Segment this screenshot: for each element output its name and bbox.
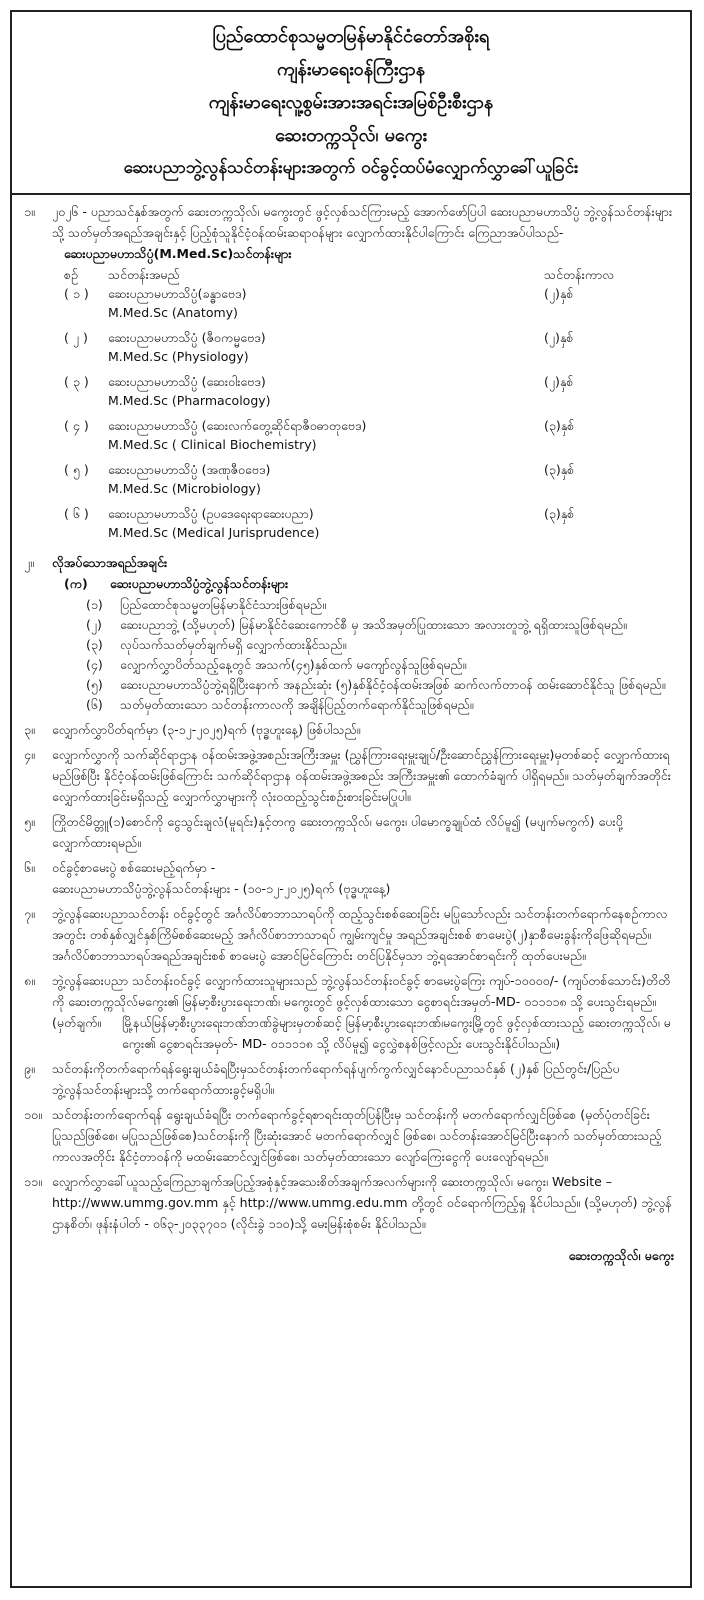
header-line-4: ဆေးတက္ကသိုလ်၊ မကွေး [275, 125, 427, 146]
section-9 [24, 1058, 680, 1100]
course-name: ဆေးပညာမဟာသိပ္ပံ (အဏုဇီဝဗေဒ) [108, 462, 271, 477]
requirement-text: ဆေးပညာမဟာသိပ္ပံဘွဲ့ရရှိပြီးနောက် အနည်းဆုံး (၅)နှစ်နိုင်ငံ့ဝန်ထမ်းအဖြစ် ဆက်လက်တာဝန် ထမ်းဆောင်နိုင်သူ ဖြစ်ရမည်။ [120, 677, 666, 692]
course-name-en: M.Med.Sc (Microbiology) [108, 481, 261, 496]
requirement-no: (၆) [86, 697, 103, 712]
section-7 [24, 903, 680, 966]
course-name-en: M.Med.Sc (Anatomy) [108, 305, 238, 320]
section-number: ၄။ [24, 747, 35, 762]
course-name: ဆေးပညာမဟာသိပ္ပံ (ဥပဒေရေးရာဆေးပညာ) [108, 506, 314, 521]
header-line-1: ပြည်ထောင်စုသမ္မတမြန်မာနိုင်ငံတော်အစိုးရ [212, 26, 490, 47]
section-text: ဘွဲ့လွန်ဆေးပညာ သင်တန်းဝင်ခွင့် လျှောက်ထားသူများသည် ဘွဲ့လွန်သင်တန်းဝင်ခွင့် စာမေးပွဲကြေး ကျပ်-၁၀၀၀၀/- (ကျပ်တစ်သောင်း)တိတိကို ဆေးတက္ကသိုလ်မကွေး၏ မြန်မာ့စီးပွားရေးဘဏ်၊ မကွေးတွင် ဖွင့်လှစ်ထားသော ငွေစာရင်းအမှတ်-MD- ၀၁၁၁၁၈ သို့ ပေးသွင်းရမည်။ [52, 973, 671, 1009]
announcement-frame [10, 10, 692, 1588]
exam-date-line: ဆေးပညာမဟာသိပ္ပံဘွဲ့လွန်သင်တန်းများ - (၁၀-၁၂-၂၀၂၅)ရက် (ဗုဒ္ဓဟူးနေ့) [52, 881, 391, 896]
section-number: ၃။ [24, 722, 35, 737]
requirement-no: (၄) [86, 657, 103, 672]
course-row [64, 416, 624, 435]
course-row [64, 372, 624, 391]
requirement-no: (၂) [86, 617, 102, 632]
requirement-no: (၃) [86, 637, 103, 652]
section-text: လျှောက်လွှာပိတ်ရက်မှာ (၃-၁၂-၂၀၂၅)ရက် (ဗုဒ္ဓဟူးနေ့) ဖြစ်ပါသည်။ [52, 722, 361, 737]
course-name: ဆေးပညာမဟာသိပ္ပံ (ဆေးဝါးဗေဒ) [108, 374, 266, 389]
section-10 [24, 1104, 680, 1167]
section-3 [24, 719, 680, 740]
course-no: ( ၄ ) [64, 418, 89, 433]
section-4 [24, 744, 680, 807]
course-no: ( ၃ ) [64, 374, 89, 389]
section-body [52, 857, 680, 899]
section-number: ၁၁။ [24, 1174, 42, 1189]
course-no: ( ၂ ) [64, 330, 88, 345]
note-label: (မှတ်ချက်။ [52, 1015, 102, 1030]
course-row [64, 328, 624, 347]
requirement-item [86, 675, 680, 695]
course-table [64, 265, 624, 548]
requirement-item [86, 615, 680, 635]
col-no: စဉ် [64, 267, 78, 282]
course-row-en [64, 391, 624, 416]
note-text: မြို့နယ်မြန်မာ့စီးပွားရေးဘဏ်ဘဏ်ခွဲများမှတစ်ဆင့် မြန်မာ့စီးပွားရေးဘဏ်၊မကွေးမြို့တွင် ဖွင့်လှစ်ထားသည့် ဆေးတက္ကသိုလ်၊ မကွေး၏ ငွေစာရင်းအမှတ်- MD- ၀၁၁၁၁၈ သို့ လိပ်မူ၍ ငွေလွှဲစနစ်ဖြင့်လည်း ပေးသွင်းနိုင်ပါသည်။) [122, 1015, 671, 1051]
requirement-text: သတ်မှတ်ထားသော သင်တန်းကာလကို အချိန်ပြည့်တက်ရောက်နိုင်သူဖြစ်ရမည်။ [120, 697, 474, 712]
course-row [64, 504, 624, 523]
section-number: ၅။ [24, 814, 35, 829]
announcement-header [12, 14, 690, 195]
header-line-2: ကျန်းမာရေးဝန်ကြီးဌာန [276, 59, 426, 80]
section-text: သင်တန်းကိုတက်ရောက်ရန်ရွေးချယ်ခံရပြီးမှသင်တန်းတက်ရောက်ရန်ပျက်ကွက်လျှင်နောင်ပညာသင်နှစ် (၂)နှစ် ပြည်တွင်း/ပြည်ပ ဘွဲ့လွန်သင်တန်းများသို့ တက်ရောက်ထားခွင့်မရှိပါ။ [52, 1061, 620, 1097]
course-duration: (၂)နှစ် [544, 330, 574, 345]
section-number: ၁။ [24, 204, 35, 219]
section-number: ၂။ [24, 555, 34, 570]
section-text: ၂၀၂၆ - ပညာသင်နှစ်အတွက် ဆေးတက္ကသိုလ်၊ မကွေးတွင် ဖွင့်လှစ်သင်ကြားမည့် အောက်ဖော်ပြပါ ဆေးပညာမဟာသိပ္ပံ ဘွဲ့လွန်သင်တန်းများသို့ သတ်မှတ်အရည်အချင်းနှင့် ပြည့်စုံသူနိုင်ငံ့ဝန်ထမ်းဆရာဝန်များ လျှောက်ထားနိုင်ပါကြောင်း ကြေညာအပ်ပါသည်- [52, 204, 673, 240]
section-2 [24, 552, 680, 573]
course-row-en [64, 347, 624, 372]
section-text: လျှောက်လွှာခေါ်ယူသည့်ကြေညာချက်အပြည့်အစုံနှင့်အသေးစိတ်အချက်အလက်များကို ဆေးတက္ကသိုလ်၊ မကွေး၊ Website – http://www.ummg.gov.mm နှင့် http://www.ummg.edu.mm တို့တွင် ဝင်ရောက်ကြည့်ရှု နိုင်ပါသည်။ (သို့မဟုတ်) ဘွဲ့လွန်ဌာနစိတ်၊ ဖုန်းနံပါတ် - ၀၆၃-၂၀၃၃၇၀၁ (လိုင်းခွဲ ၁၁၀)သို့ မေးမြန်းစုံစမ်း နိုင်ပါသည်။ [52, 1174, 672, 1231]
course-name: ဆေးပညာမဟာသိပ္ပံ (ဇီဝကမ္မဗေဒ) [108, 330, 266, 345]
section-text: ဝင်ခွင့်စာမေးပွဲ စစ်ဆေးမည့်ရက်မှာ - [52, 860, 216, 875]
course-table-title: ဆေးပညာမဟာသိပ္ပံ(M.Med.Sc)သင်တန်းများ [64, 246, 292, 261]
note [52, 1012, 680, 1054]
course-row-en [64, 303, 624, 328]
requirement-no: (၅) [86, 677, 103, 692]
requirement-text: ပြည်ထောင်စုသမ္မတမြန်မာနိုင်ငံသားဖြစ်ရမည်။ [120, 597, 326, 612]
course-duration: (၃)နှစ် [544, 462, 575, 477]
section-1 [24, 201, 680, 243]
section-text: ဘွဲ့လွန်ဆေးပညာသင်တန်း ဝင်ခွင့်တွင် အင်္ဂလိပ်စာဘာသာရပ်ကို ထည့်သွင်းစစ်ဆေးခြင်း မပြုသော်လည်း သင်တန်းတက်ရောက်နေစဉ်ကာလအတွင်း တစ်နှစ်လျှင်နှစ်ကြိမ်စစ်ဆေးမည့် အင်္ဂလိပ်စာဘာသာရပ် ကျွမ်းကျင်မှု အရည်အချင်းစစ် စာမေးပွဲ(၂)နှာစီမေးခွန်းကိုဖြေဆိုရမည်။ အင်္ဂလိပ်စာဘာသာရပ်အရည်အချင်းစစ် စာမေးပွဲ အောင်မြင်ကြောင်း တင်ပြနိုင်မှသာ ဘွဲ့ရအောင်စာရင်းကို ထုတ်ပေးမည်။ [52, 906, 668, 963]
course-no: ( ၁ ) [64, 286, 89, 301]
course-no: ( ၆ ) [64, 506, 89, 521]
course-row [64, 284, 624, 303]
course-name: ဆေးပညာမဟာသိပ္ပံ (ဆေးလက်တွေ့ဆိုင်ရာဇီဝဓာတုဗေဒ) [108, 418, 367, 433]
course-row-en [64, 479, 624, 504]
requirement-item [86, 595, 680, 615]
course-name-en: M.Med.Sc ( Clinical Biochemistry) [108, 437, 317, 452]
col-duration: သင်တန်းကာလ [544, 267, 614, 282]
course-row-en [64, 435, 624, 460]
course-duration: (၂)နှစ် [544, 374, 574, 389]
section-text: ကြိုတင်မိတ္တူ(၁)စောင်ကို ငွေသွင်းချလံ(မူရင်း)နှင့်တကွ ဆေးတက္ကသိုလ်၊ မကွေး၊ ပါမောက္ခချုပ်ထံ လိပ်မူ၍ (မပျက်မကွက်) ပေးပို့လျှောက်ထားရမည်။ [52, 814, 623, 850]
section-5 [24, 811, 680, 853]
section-number: ၇။ [24, 906, 35, 921]
signature: ဆေးတက္ကသိုလ်၊ မကွေး [568, 1248, 674, 1263]
section-text: သင်တန်းတက်ရောက်ရန် ရွေးချယ်ခံရပြီး တက်ရောက်ခွင့်ရစာရင်းထုတ်ပြန်ပြီးမှ သင်တန်းကို မတက်ရောက်လျှင်ဖြစ်စေ (မှတ်ပုံတင်ခြင်းပြုသည်ဖြစ်စေ၊ မပြုသည်ဖြစ်စေ)သင်တန်းကို ပြီးဆုံးအောင် မတက်ရောက်လျှင် ဖြစ်စေ၊ သင်တန်းအောင်မြင်ပြီးနောက် သတ်မှတ်ထားသည့်ကာလအတိုင်း နိုင်ငံ့တာဝန်ကို မထမ်းဆောင်လျှင်ဖြစ်စေ၊ သတ်မှတ်ထားသော လျော်ကြေးငွေကို ပေးလျော်ရမည်။ [52, 1107, 662, 1164]
section-11 [24, 1171, 680, 1234]
course-duration: (၂)နှစ် [544, 286, 574, 301]
course-duration: (၃)နှစ် [544, 506, 575, 521]
section-number: ၁၀။ [24, 1107, 42, 1122]
requirement-item [86, 655, 680, 675]
course-table-header [64, 265, 624, 284]
section-number: ၉။ [24, 1061, 35, 1076]
section-6 [24, 857, 680, 899]
course-name-en: M.Med.Sc (Medical Jurisprudence) [108, 525, 320, 540]
requirement-item [86, 695, 680, 715]
announcement-title: ဆေးပညာဘွဲ့လွန်သင်တန်းများအတွက် ဝင်ခွင့်ထပ်မံလျှောက်လွှာခေါ်ယူခြင်း [123, 158, 579, 178]
course-duration: (၃)နှစ် [544, 418, 575, 433]
requirements-subhead [64, 573, 680, 595]
requirement-text: လျှောက်လွှာပိတ်သည့်နေ့တွင် အသက်(၄၅)နှစ်ထက် မကျော်လွန်သူဖြစ်ရမည်။ [120, 657, 467, 672]
section-title: လိုအပ်သောအရည်အချင်း [52, 555, 168, 570]
sub-label: (က) [64, 576, 88, 591]
section-8 [24, 970, 680, 1012]
requirement-item [86, 635, 680, 655]
course-name: ဆေးပညာမဟာသိပ္ပံ(ခန္ဓာဗေဒ) [108, 286, 247, 301]
col-name: သင်တန်းအမည် [108, 267, 180, 282]
section-number: ၈။ [24, 973, 35, 988]
course-name-en: M.Med.Sc (Pharmacology) [108, 393, 271, 408]
course-no: ( ၅ ) [64, 462, 89, 477]
requirement-no: (၁) [86, 597, 103, 612]
section-text: လျှောက်လွှာကို သက်ဆိုင်ရာဌာန ဝန်ထမ်းအဖွဲ့အစည်းအကြီးအမှူး (ညွှန်ကြားရေးမှူးချုပ်/ဦးဆောင်ညွှန်ကြားရေးမှူး)မှတစ်ဆင့် လျှောက်ထားရမည်ဖြစ်ပြီး နိုင်ငံ့ဝန်ထမ်းဖြစ်ကြောင်း သက်ဆိုင်ရာဌာန ဝန်ထမ်းအဖွဲ့အစည်း အကြီးအမှူး၏ ထောက်ခံချက် ပါရှိရမည်။ သတ်မှတ်ချက်အတိုင်း လျှောက်ထားခြင်းမရှိသည့် လျှောက်လွှာများကို လုံးဝထည့်သွင်းစဉ်းစားခြင်းမပြုပါ။ [52, 747, 671, 804]
course-row [64, 460, 624, 479]
course-row-en [64, 523, 624, 548]
sub-title: ဆေးပညာမဟာသိပ္ပံဘွဲ့လွန်သင်တန်းများ [110, 576, 289, 591]
course-name-en: M.Med.Sc (Physiology) [108, 349, 249, 364]
requirement-text: ဆေးပညာဘွဲ့ (သို့မဟုတ်) မြန်မာနိုင်ငံဆေးကောင်စီ မှ အသိအမှတ်ပြုထားသော အလားတူဘွဲ့ ရရှိထားသူဖြစ်ရမည်။ [120, 617, 627, 632]
header-line-3: ကျန်းမာရေးလူ့စွမ်းအားအရင်းအမြစ်ဦးစီးဌာန [208, 92, 494, 113]
requirement-text: လုပ်သက်သတ်မှတ်ချက်မရှိ လျှောက်ထားနိုင်သည်။ [120, 637, 347, 652]
section-number: ၆။ [24, 860, 35, 875]
